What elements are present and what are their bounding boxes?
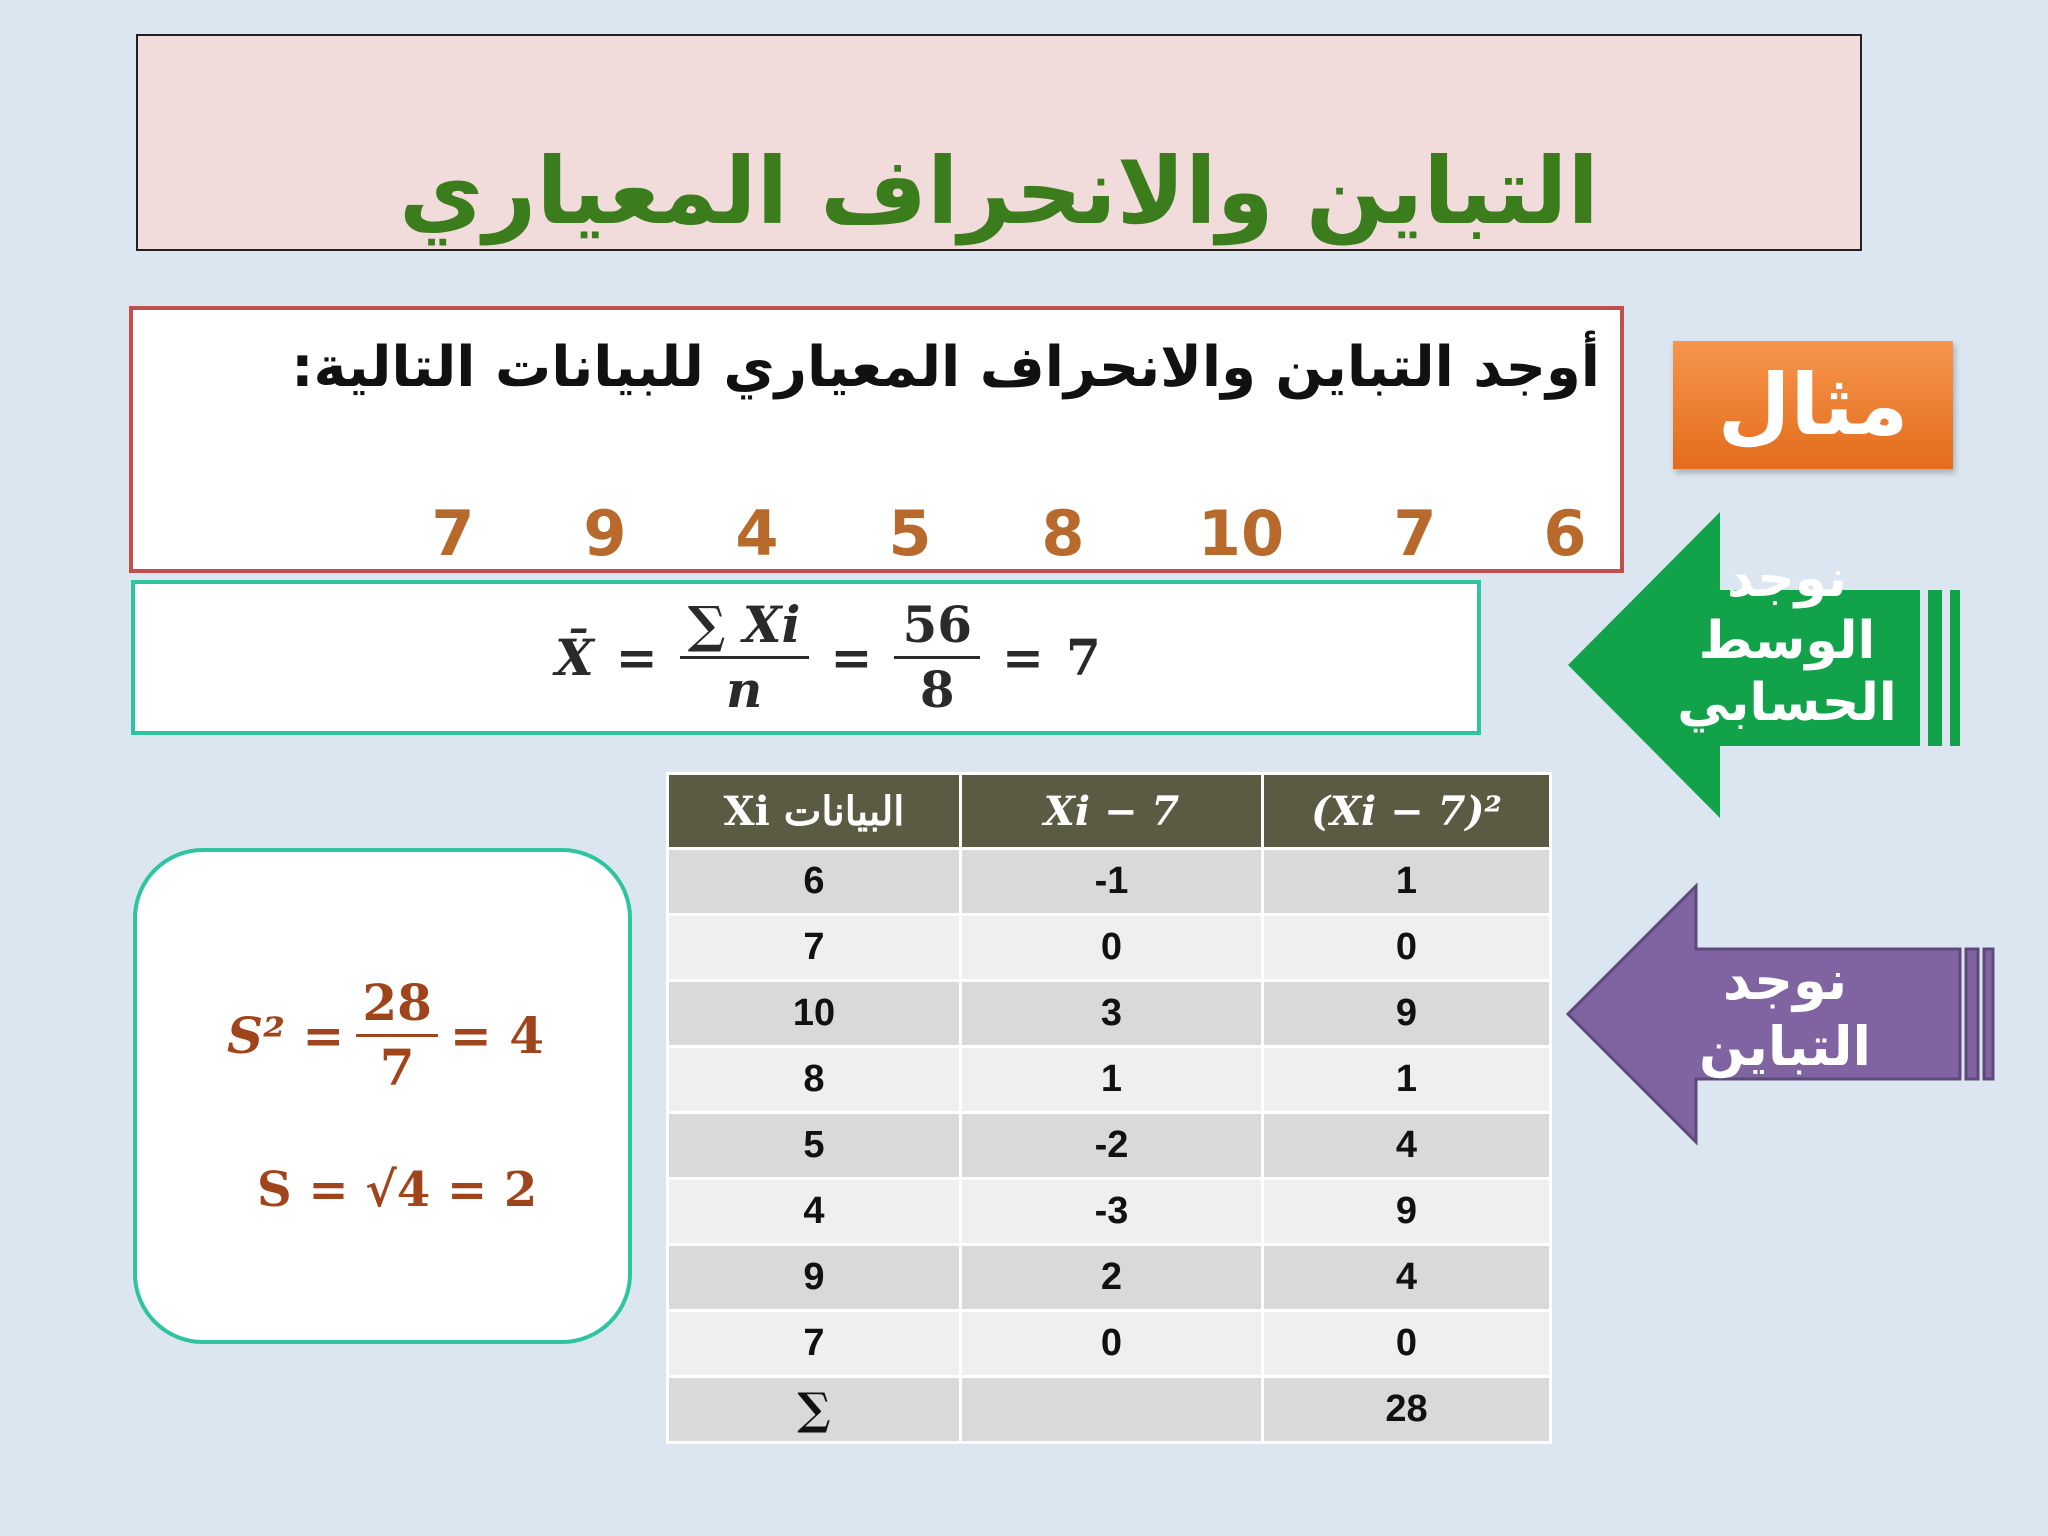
sum-total-cell: 28 bbox=[1263, 1377, 1551, 1443]
table-cell: 1 bbox=[1263, 849, 1551, 915]
data-value: 6 bbox=[1543, 497, 1587, 570]
example-badge: مثال bbox=[1673, 341, 1953, 469]
table-cell: 5 bbox=[668, 1113, 961, 1179]
table-sum-row bbox=[668, 1377, 1551, 1443]
variance-lhs: S² = bbox=[227, 1006, 345, 1065]
data-value: 5 bbox=[888, 497, 932, 570]
table-cell: 1 bbox=[1263, 1047, 1551, 1113]
deviation-table bbox=[666, 772, 1552, 1444]
arrow-stripe bbox=[1950, 590, 1960, 746]
fraction-denominator: n bbox=[725, 660, 763, 719]
table-header: Xi − 7 bbox=[961, 774, 1263, 849]
fraction-numerator: 56 bbox=[894, 594, 980, 659]
table-header: البيانات Xi bbox=[668, 774, 961, 849]
table-cell bbox=[961, 1377, 1263, 1443]
mean-symbol: X̄ bbox=[555, 628, 594, 687]
table-cell: 2 bbox=[961, 1245, 1263, 1311]
equals-sign: = bbox=[615, 628, 658, 687]
table-cell: -2 bbox=[961, 1113, 1263, 1179]
table-cell: 8 bbox=[668, 1047, 961, 1113]
data-value: 4 bbox=[735, 497, 779, 570]
standard-deviation-formula: S = √4 = 2 bbox=[257, 1162, 538, 1218]
table-cell: 1 bbox=[961, 1047, 1263, 1113]
variance-result: = 4 bbox=[449, 1006, 544, 1065]
table-row bbox=[668, 981, 1551, 1047]
table-cell: 10 bbox=[668, 981, 961, 1047]
data-values bbox=[133, 496, 1620, 572]
fraction-numerator: 28 bbox=[356, 972, 438, 1037]
mean-result: 7 bbox=[1065, 628, 1101, 687]
arrow-stripe bbox=[1928, 590, 1942, 746]
mean-formula bbox=[555, 584, 1101, 731]
table-row bbox=[668, 1311, 1551, 1377]
table-cell: -1 bbox=[961, 849, 1263, 915]
table-row bbox=[668, 1245, 1551, 1311]
data-value: 7 bbox=[431, 497, 475, 570]
table-cell: 6 bbox=[668, 849, 961, 915]
table-cell: 4 bbox=[668, 1179, 961, 1245]
fraction-56-over-8 bbox=[894, 594, 980, 721]
fraction-sum-over-n bbox=[680, 594, 809, 721]
problem-text: أوجد التباين والانحراف المعياري للبيانات التالية: bbox=[291, 335, 1600, 400]
sum-symbol-cell: ∑ bbox=[668, 1377, 961, 1443]
variance-fraction bbox=[356, 972, 438, 1099]
table-row bbox=[668, 1113, 1551, 1179]
fraction-denominator: 7 bbox=[379, 1038, 415, 1097]
table-cell: 9 bbox=[1263, 1179, 1551, 1245]
table-cell: 0 bbox=[1263, 915, 1551, 981]
mean-formula-box bbox=[131, 580, 1481, 735]
table-row bbox=[668, 1047, 1551, 1113]
table-cell: 0 bbox=[961, 1311, 1263, 1377]
table-row bbox=[668, 849, 1551, 915]
variance-arrow-label: نوجد التباين bbox=[1698, 949, 1872, 1078]
mean-arrow-label: نوجد الوسط الحسابي bbox=[1677, 549, 1897, 733]
data-value: 8 bbox=[1041, 497, 1085, 570]
variance-formula bbox=[227, 972, 544, 1099]
table-cell: 9 bbox=[668, 1245, 961, 1311]
arrow-stripe bbox=[1966, 949, 1978, 1079]
data-value: 7 bbox=[1393, 497, 1437, 570]
equals-sign: = bbox=[830, 628, 873, 687]
data-value: 10 bbox=[1197, 497, 1285, 570]
table-cell: -3 bbox=[961, 1179, 1263, 1245]
table-cell: 3 bbox=[961, 981, 1263, 1047]
slide-title: التباين والانحراف المعياري bbox=[399, 138, 1599, 245]
table-header-row bbox=[668, 774, 1551, 849]
table-cell: 0 bbox=[1263, 1311, 1551, 1377]
fraction-numerator: ∑ Xi bbox=[680, 594, 809, 659]
table-row bbox=[668, 915, 1551, 981]
table-row bbox=[668, 1179, 1551, 1245]
title-box bbox=[136, 34, 1862, 251]
table-header: (Xi − 7)² bbox=[1263, 774, 1551, 849]
table-cell: 4 bbox=[1263, 1245, 1551, 1311]
table-cell: 9 bbox=[1263, 981, 1551, 1047]
table-cell: 0 bbox=[961, 915, 1263, 981]
equals-sign: = bbox=[1002, 628, 1044, 687]
table-cell: 4 bbox=[1263, 1113, 1551, 1179]
problem-box bbox=[129, 306, 1624, 573]
arrow-stripe bbox=[1984, 949, 1993, 1079]
variance-box bbox=[133, 848, 632, 1344]
table-cell: 7 bbox=[668, 1311, 961, 1377]
table-cell: 7 bbox=[668, 915, 961, 981]
data-value: 9 bbox=[583, 497, 627, 570]
fraction-denominator: 8 bbox=[919, 660, 955, 719]
